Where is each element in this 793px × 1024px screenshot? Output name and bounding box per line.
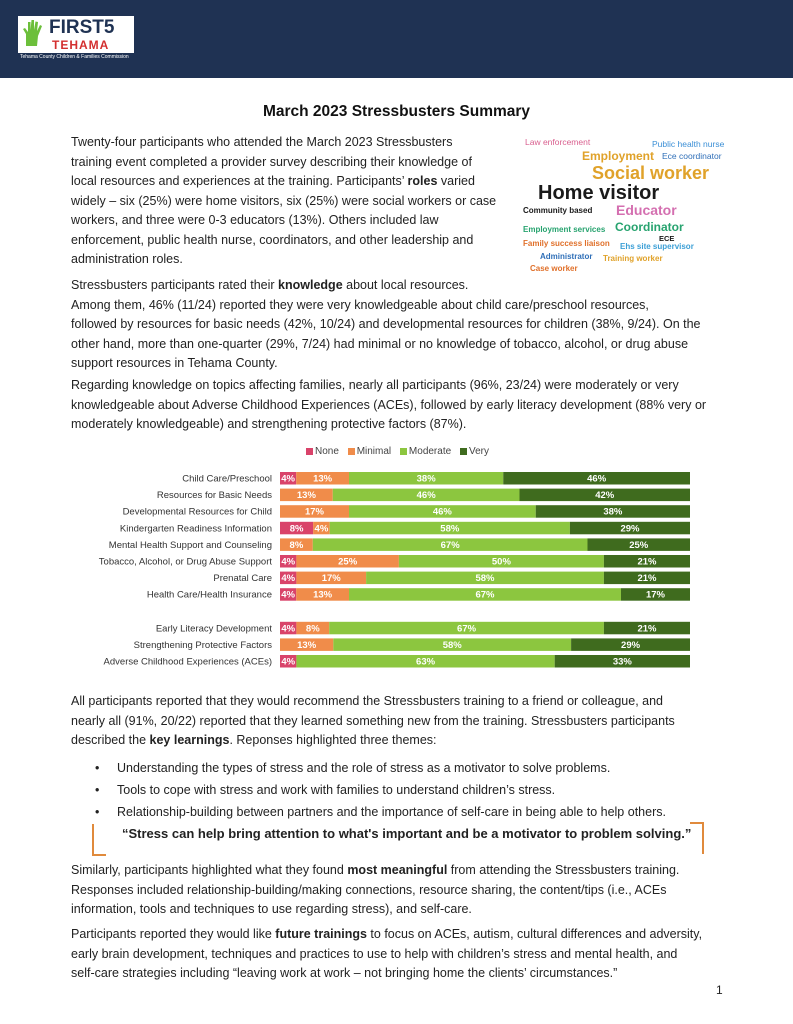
- bar-value-label: 17%: [645, 589, 666, 601]
- cloud-word: Administrator: [540, 252, 593, 261]
- theme-item: • Understanding the types of stress and the role of stress as a motivator to solve problems.: [95, 757, 666, 779]
- chart-category-label: Tobacco, Alcohol, or Drug Abuse Support: [98, 556, 272, 568]
- intro-line: local resources and experiences at the training. Participants’ roles varied: [71, 174, 475, 188]
- bar-value-label: 8%: [305, 623, 320, 635]
- bar-value-label: 21%: [637, 623, 657, 635]
- bar-value-label: 13%: [297, 639, 317, 651]
- bar-value-label: 58%: [440, 523, 460, 535]
- recommend-line: described the key learnings. Reponses highlighted three themes:: [71, 733, 437, 747]
- knowledge-keyword: knowledge: [278, 278, 343, 292]
- topics-line: Regarding knowledge on topics affecting families, nearly all participants (96%, 23/24) were moderately or very: [71, 378, 679, 392]
- chart-category-label: Prenatal Care: [213, 573, 272, 585]
- cloud-word: Case worker: [530, 264, 578, 273]
- bar-value-label: 33%: [612, 656, 632, 668]
- legend-label-none: None: [315, 446, 339, 457]
- bar-value-label: 4%: [281, 623, 296, 635]
- logo-tehama-text: TEHAMA: [52, 38, 110, 52]
- themes-list: [95, 757, 666, 823]
- bar-value-label: 8%: [289, 523, 304, 535]
- cloud-word: Educator: [616, 202, 677, 218]
- first5-tehama-logo: [18, 16, 134, 62]
- bar-value-label: 4%: [314, 523, 329, 535]
- intro-line: administration roles.: [71, 252, 183, 266]
- topics-line: moderately knowledgeable) and strengthening protective factors (87%).: [71, 417, 467, 431]
- bar-value-label: 29%: [620, 523, 640, 535]
- cloud-word: Training worker: [603, 254, 663, 263]
- intro-line: training event completed a provider survey describing their knowledge of: [71, 154, 472, 169]
- knowledge-paragraph: [71, 276, 731, 374]
- hand-icon: [21, 19, 47, 47]
- recommend-line: All participants reported that they would recommend the Stressbusters training to a friend or colleague, and: [71, 694, 663, 708]
- key-learnings-keyword: key learnings: [149, 733, 230, 747]
- bar-value-label: 58%: [442, 639, 462, 651]
- bar-value-label: 4%: [281, 473, 295, 485]
- legend-label-moderate: Moderate: [408, 446, 452, 457]
- page-number: 1: [716, 983, 723, 997]
- intro-line: Twenty-four participants who attended the March 2023 Stressbusters: [71, 135, 453, 149]
- knowledge-line: support resources in Tehama County.: [71, 356, 278, 370]
- bar-value-label: 50%: [491, 556, 511, 568]
- bar-value-label: 13%: [313, 589, 333, 601]
- page-title: March 2023 Stressbusters Summary: [262, 103, 531, 120]
- cloud-word: ECE: [659, 234, 675, 243]
- legend-label-very: Very: [468, 446, 489, 457]
- cloud-word: Coordinator: [615, 220, 684, 234]
- knowledge-stacked-bar-chart: [75, 440, 715, 680]
- bar-value-label: 17%: [321, 573, 341, 585]
- bar-value-label: 4%: [281, 656, 296, 668]
- cloud-word: Public health nurse: [652, 139, 725, 149]
- theme-item: • Relationship-building between partners and the importance of self-care in being able to help others.: [95, 801, 666, 823]
- bar-value-label: 13%: [296, 490, 316, 502]
- knowledge-line: Stressbusters participants rated their knowledge about local resources.: [71, 278, 469, 292]
- meaningful-line: Similarly, participants highlighted what they found most meaningful from attending the Stressbusters training.: [71, 863, 680, 877]
- quote-bracket-right: [690, 822, 704, 854]
- chart-category-label: Mental Health Support and Counseling: [108, 539, 272, 551]
- bar-value-label: 4%: [281, 573, 296, 585]
- future-line: self-care strategies including “leaving work at work – not bringing home the clients’ circumstances.”: [71, 966, 618, 980]
- legend-label-minimal: Minimal: [356, 446, 392, 457]
- chart-category-label: Health Care/Health Insurance: [146, 589, 272, 601]
- bar-value-label: 17%: [304, 506, 325, 518]
- future-paragraph: [71, 925, 751, 984]
- cloud-word: Home visitor: [538, 182, 660, 204]
- bar-value-label: 46%: [587, 473, 607, 485]
- bar-value-label: 63%: [416, 656, 436, 668]
- bar-value-label: 29%: [621, 639, 641, 651]
- knowledge-line: Among them, 46% (11/24) reported they were very knowledgeable about child care/preschool resources,: [71, 297, 649, 312]
- cloud-word: Social worker: [592, 163, 710, 183]
- cloud-word: Employment: [582, 149, 655, 163]
- chart-category-label: Developmental Resources for Child: [122, 506, 272, 518]
- most-meaningful-keyword: most meaningful: [347, 863, 448, 877]
- bar-value-label: 46%: [432, 506, 452, 518]
- cloud-word: Family success liaison: [523, 239, 610, 248]
- theme-item: • Tools to cope with stress and work with families to understand children’s stress.: [95, 779, 666, 801]
- knowledge-line: followed by resources for basic needs (42%, 10/24) and developmental resources for children (38%, 9/24). On the: [71, 317, 701, 331]
- bar-value-label: 25%: [629, 539, 649, 551]
- future-line: Participants reported they would like future trainings to focus on ACEs, autism, cultural differences and adversity,: [71, 927, 703, 941]
- logo-tagline: Tehama County Children & Families Commission: [20, 54, 129, 60]
- meaningful-line: Responses included relationship-building/making connections, resource sharing, the content/tips (i.e., ACEs: [71, 882, 667, 897]
- cloud-word: Community based: [523, 206, 593, 215]
- roles-keyword: roles: [407, 174, 438, 188]
- topics-line: knowledgeable about Adverse Childhood Experiences (ACEs), followed by early literacy development (88% very or: [71, 397, 707, 412]
- bar-value-label: 67%: [475, 589, 495, 601]
- cloud-word: Ehs site supervisor: [620, 242, 694, 251]
- bar-value-label: 58%: [475, 573, 495, 585]
- bar-value-label: 42%: [595, 490, 615, 502]
- chart-category-label: Early Literacy Development: [155, 623, 272, 635]
- chart-category-label: Strengthening Protective Factors: [133, 639, 272, 651]
- intro-paragraph: [71, 133, 511, 270]
- bar-value-label: 67%: [457, 623, 477, 635]
- future-line: early brain development, techniques and practices to use to help with children’s stress and mental health, and: [71, 946, 678, 961]
- meaningful-paragraph: [71, 861, 741, 920]
- intro-line: workers, and three were 0-3 educators (13%). Others included law: [71, 213, 439, 227]
- bar-value-label: 21%: [637, 556, 657, 568]
- meaningful-line: information, tools and techniques to use regarding stress), and self-care.: [71, 902, 472, 916]
- bar-value-label: 67%: [440, 539, 460, 551]
- intro-line: widely – six (25%) were home visitors, six (25%) were social workers or case: [71, 193, 497, 208]
- bar-value-label: 13%: [313, 473, 333, 485]
- quote-bracket-left: [92, 824, 106, 856]
- logo-first5-text: FIRST5: [49, 17, 115, 38]
- intro-line: enforcement, public health nurse, coordinators, and other leadership and: [71, 232, 474, 247]
- chart-category-label: Resources for Basic Needs: [156, 490, 272, 502]
- recommend-paragraph: [71, 692, 741, 751]
- header-banner: [0, 0, 793, 78]
- cloud-word: Law enforcement: [525, 137, 591, 147]
- bar-value-label: 38%: [416, 473, 436, 485]
- recommend-line: nearly all (91%, 20/22) reported that they learned something new from the training. Stressbusters participants: [71, 713, 675, 728]
- cloud-word: Employment services: [523, 225, 606, 234]
- bar-value-label: 8%: [289, 539, 304, 551]
- bar-value-label: 21%: [637, 573, 657, 585]
- bar-value-label: 25%: [338, 556, 358, 568]
- chart-category-label: Adverse Childhood Experiences (ACEs): [103, 656, 272, 668]
- bar-value-label: 4%: [281, 556, 296, 568]
- topics-paragraph: [71, 376, 731, 435]
- cloud-word: Ece coordinator: [662, 151, 722, 161]
- bar-value-label: 38%: [603, 506, 623, 518]
- roles-word-cloud: [515, 134, 740, 284]
- bar-value-label: 46%: [416, 490, 436, 502]
- chart-category-label: Kindergarten Readiness Information: [119, 523, 272, 535]
- bar-value-label: 4%: [281, 589, 295, 601]
- future-trainings-keyword: future trainings: [275, 927, 367, 941]
- knowledge-line: other hand, more than one-quarter (29%, 7/24) had minimal or no knowledge of tobacco, alcohol, or drug abuse: [71, 336, 689, 351]
- chart-category-label: Child Care/Preschool: [182, 473, 272, 485]
- pull-quote: “Stress can help bring attention to what's important and be a motivator to problem solving.”: [122, 826, 692, 841]
